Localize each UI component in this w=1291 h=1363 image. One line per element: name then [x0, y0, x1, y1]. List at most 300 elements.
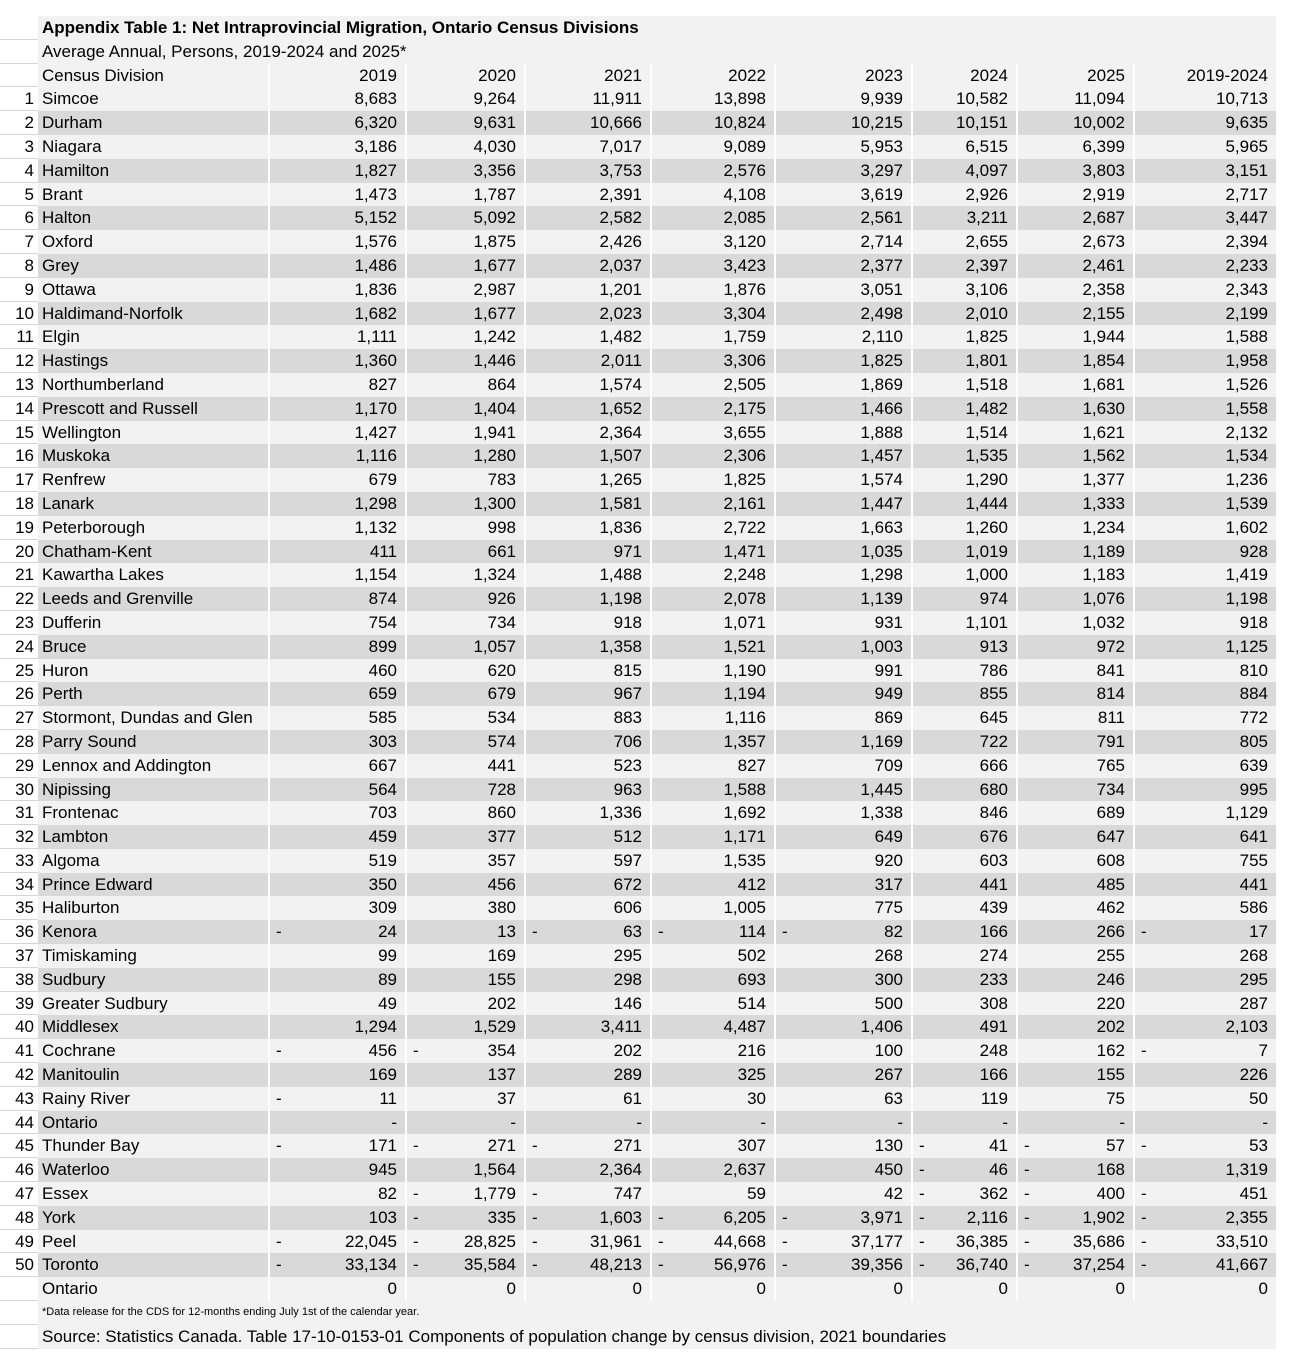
- value-cell-2019-2024: [1135, 563, 1276, 587]
- cell-value: 5,953: [860, 136, 903, 156]
- value-cell-2019-2024: [1135, 278, 1276, 302]
- value-cell-2020: [407, 1230, 526, 1254]
- value-cell-2023: [776, 1182, 913, 1206]
- cell-value: 9,631: [473, 113, 516, 133]
- value-cell-2022: [652, 1158, 776, 1182]
- cell-value: 491: [979, 1017, 1008, 1037]
- value-cell-2024: [913, 516, 1018, 540]
- value-cell-2020: [407, 754, 526, 778]
- header-2022: 2022: [652, 64, 776, 88]
- value-cell-2022: [652, 349, 776, 373]
- value-cell-2025: [1018, 849, 1135, 873]
- cell-value: 728: [487, 779, 516, 799]
- value-cell-2025: [1018, 587, 1135, 611]
- value-cell-2025: [1018, 896, 1135, 920]
- table-title: Appendix Table 1: Net Intraprovincial Migration, Ontario Census Divisions: [38, 16, 1276, 40]
- value-cell-2020: [407, 206, 526, 230]
- value-cell-2020: [407, 111, 526, 135]
- cell-value: 645: [979, 708, 1008, 728]
- cell-value: 1,941: [473, 422, 516, 442]
- cell-value: 883: [613, 708, 642, 728]
- value-cell-2022: [652, 1087, 776, 1111]
- census-division-name: Sudbury: [38, 968, 270, 992]
- cell-value: 1,189: [1082, 541, 1125, 561]
- cell-value: 22,045: [345, 1231, 397, 1251]
- cell-value: 874: [368, 589, 397, 609]
- value-cell-2019-2024: [1135, 944, 1276, 968]
- table-row: [0, 230, 1291, 254]
- cell-value: 57: [1106, 1136, 1125, 1156]
- value-cell-2022: [652, 1039, 776, 1063]
- cell-value: 1,574: [599, 374, 642, 394]
- cell-value: 971: [613, 541, 642, 561]
- cell-value: 1,406: [860, 1017, 903, 1037]
- negative-sign: -: [919, 1207, 925, 1227]
- table-row: [0, 778, 1291, 802]
- value-cell-2023: [776, 135, 913, 159]
- row-number: 46: [0, 1158, 38, 1182]
- value-cell-2020: [407, 183, 526, 207]
- value-cell-2019-2024: [1135, 1015, 1276, 1039]
- value-cell-2020: [407, 1039, 526, 1063]
- value-cell-2020: [407, 444, 526, 468]
- cell-value: 2,364: [599, 422, 642, 442]
- header-census-division: Census Division: [38, 64, 270, 88]
- cell-value: 13: [497, 922, 516, 942]
- cell-value: 439: [979, 898, 1008, 918]
- value-cell-2023: [776, 1039, 913, 1063]
- value-cell-2022: [652, 1134, 776, 1158]
- census-division-name: Cochrane: [38, 1039, 270, 1063]
- value-cell-2025: [1018, 349, 1135, 373]
- value-cell-2020: [407, 706, 526, 730]
- cell-value: 2,505: [723, 374, 766, 394]
- value-cell-2021: [526, 1158, 652, 1182]
- cell-value: 1,116: [724, 708, 766, 728]
- row-number: 13: [0, 373, 38, 397]
- cell-value: 37: [497, 1088, 516, 1108]
- cell-value: 274: [979, 946, 1008, 966]
- cell-value: 1,132: [354, 517, 397, 537]
- value-cell-2021: [526, 373, 652, 397]
- cell-value: 300: [874, 969, 903, 989]
- cell-value: 3,619: [860, 184, 903, 204]
- cell-value: 1,057: [473, 636, 516, 656]
- cell-value: 1,183: [1082, 565, 1125, 585]
- cell-value: 1,825: [860, 351, 903, 371]
- negative-sign: -: [919, 1255, 925, 1275]
- header-2019: 2019: [270, 64, 407, 88]
- value-cell-2022: [652, 730, 776, 754]
- cell-value: 1,298: [860, 565, 903, 585]
- value-cell-2025: [1018, 1277, 1135, 1301]
- cell-value: 1,129: [1225, 803, 1268, 823]
- value-cell-2022: [652, 444, 776, 468]
- value-cell-2020: [407, 896, 526, 920]
- cell-value: 146: [613, 993, 642, 1013]
- cell-value: 377: [487, 827, 516, 847]
- value-cell-2024: [913, 1134, 1018, 1158]
- cell-value: 1,154: [354, 565, 397, 585]
- cell-value: 1,298: [354, 493, 397, 513]
- value-cell-2022: [652, 1277, 776, 1301]
- value-cell-2020: [407, 682, 526, 706]
- value-cell-2019: [270, 944, 407, 968]
- cell-value: 456: [487, 874, 516, 894]
- value-cell-2020: [407, 397, 526, 421]
- cell-value: 676: [979, 827, 1008, 847]
- cell-value: 918: [613, 612, 642, 632]
- cell-value: 920: [874, 850, 903, 870]
- value-cell-2023: [776, 920, 913, 944]
- cell-value: 841: [1096, 660, 1125, 680]
- value-cell-2022: [652, 1015, 776, 1039]
- cell-value: 3,803: [1082, 160, 1125, 180]
- census-division-name: Leeds and Grenville: [38, 587, 270, 611]
- cell-value: 271: [487, 1136, 516, 1156]
- value-cell-2019: [270, 397, 407, 421]
- table-row: [0, 1087, 1291, 1111]
- cell-value: 3,411: [600, 1017, 642, 1037]
- cell-value: 9,635: [1225, 113, 1268, 133]
- table-row: [0, 206, 1291, 230]
- cell-value: 99: [378, 946, 397, 966]
- value-cell-2025: [1018, 254, 1135, 278]
- row-number: 24: [0, 635, 38, 659]
- cell-value: 202: [613, 1041, 642, 1061]
- cell-value: 1,190: [723, 660, 766, 680]
- cell-value: 89: [378, 969, 397, 989]
- census-division-name: York: [38, 1206, 270, 1230]
- cell-value: 3,971: [860, 1207, 903, 1227]
- cell-value: 7,017: [599, 136, 642, 156]
- value-cell-2024: [913, 1230, 1018, 1254]
- negative-sign: -: [532, 1207, 538, 1227]
- cell-value: 411: [369, 541, 397, 561]
- cell-value: 3,447: [1225, 208, 1268, 228]
- value-cell-2023: [776, 159, 913, 183]
- value-cell-2025: [1018, 278, 1135, 302]
- header-2020: 2020: [407, 64, 526, 88]
- cell-value: 49: [378, 993, 397, 1013]
- cell-value: 169: [368, 1065, 397, 1085]
- value-cell-2019: [270, 468, 407, 492]
- negative-sign: -: [1141, 1136, 1147, 1156]
- value-cell-2022: [652, 421, 776, 445]
- cell-value: 42: [884, 1184, 903, 1204]
- value-cell-2019-2024: [1135, 373, 1276, 397]
- value-cell-2023: [776, 254, 913, 278]
- value-cell-2019: [270, 206, 407, 230]
- cell-value: 2,306: [723, 446, 766, 466]
- value-cell-2023: [776, 896, 913, 920]
- value-cell-2020: [407, 1206, 526, 1230]
- cell-value: 33,134: [345, 1255, 397, 1275]
- value-cell-2019-2024: [1135, 516, 1276, 540]
- value-cell-2021: [526, 492, 652, 516]
- cell-value: 1,588: [1225, 327, 1268, 347]
- negative-sign: -: [782, 1207, 788, 1227]
- row-number: [0, 1301, 38, 1325]
- cell-value: 1,482: [965, 398, 1008, 418]
- negative-sign: -: [658, 922, 664, 942]
- negative-sign: -: [276, 1231, 282, 1251]
- negative-sign: -: [413, 1041, 419, 1061]
- value-cell-2020: [407, 1015, 526, 1039]
- table-row: [0, 825, 1291, 849]
- cell-value: 786: [979, 660, 1008, 680]
- table-row: [0, 992, 1291, 1016]
- value-cell-2023: [776, 825, 913, 849]
- census-division-name: Perth: [38, 682, 270, 706]
- value-cell-2022: [652, 540, 776, 564]
- row-number: 38: [0, 968, 38, 992]
- cell-value: 1,486: [354, 255, 397, 275]
- cell-value: 661: [487, 541, 516, 561]
- value-cell-2019: [270, 992, 407, 1016]
- value-cell-2020: [407, 325, 526, 349]
- cell-value: 7: [1258, 1041, 1268, 1061]
- value-cell-2024: [913, 325, 1018, 349]
- negative-sign: -: [1024, 1184, 1030, 1204]
- row-number: 43: [0, 1087, 38, 1111]
- value-cell-2019-2024: [1135, 135, 1276, 159]
- cell-value: 44,668: [714, 1231, 766, 1251]
- cell-value: 441: [487, 755, 516, 775]
- cell-value: 2,987: [473, 279, 516, 299]
- cell-value: 307: [737, 1136, 766, 1156]
- row-number: 30: [0, 778, 38, 802]
- value-cell-2019: [270, 183, 407, 207]
- cell-value: 1,116: [355, 446, 397, 466]
- value-cell-2021: [526, 1206, 652, 1230]
- census-division-name: Frontenac: [38, 801, 270, 825]
- value-cell-2023: [776, 1206, 913, 1230]
- cell-value: 357: [487, 850, 516, 870]
- census-division-name: Peel: [38, 1230, 270, 1254]
- cell-value: 35,686: [1073, 1231, 1125, 1251]
- row-number: 14: [0, 397, 38, 421]
- cell-value: 441: [979, 874, 1008, 894]
- cell-value: 63: [884, 1088, 903, 1108]
- cell-value: 53: [1249, 1136, 1268, 1156]
- cell-value: 998: [487, 517, 516, 537]
- negative-sign: -: [658, 1255, 664, 1275]
- cell-value: 10,666: [590, 113, 642, 133]
- value-cell-2019-2024: [1135, 206, 1276, 230]
- census-division-name: Waterloo: [38, 1158, 270, 1182]
- value-cell-2019-2024: [1135, 397, 1276, 421]
- cell-value: 689: [1096, 803, 1125, 823]
- negative-sign: -: [413, 1231, 419, 1251]
- cell-value: 17: [1249, 922, 1268, 942]
- cell-value: 846: [979, 803, 1008, 823]
- cell-value: 2,364: [599, 1160, 642, 1180]
- value-cell-2023: [776, 1230, 913, 1254]
- value-cell-2024: [913, 349, 1018, 373]
- value-cell-2021: [526, 278, 652, 302]
- cell-value: 1,677: [473, 255, 516, 275]
- cell-value: 354: [487, 1041, 516, 1061]
- cell-value: 1,447: [860, 493, 903, 513]
- value-cell-2024: [913, 754, 1018, 778]
- value-cell-2019-2024: [1135, 302, 1276, 326]
- census-division-name: Kenora: [38, 920, 270, 944]
- cell-value: 1,507: [599, 446, 642, 466]
- header-2021: 2021: [526, 64, 652, 88]
- cell-value: 1,360: [354, 351, 397, 371]
- row-number: 44: [0, 1111, 38, 1135]
- cell-value: 10,824: [714, 113, 766, 133]
- cell-value: 37,254: [1073, 1255, 1125, 1275]
- cell-value: 485: [1096, 874, 1125, 894]
- cell-value: 295: [613, 946, 642, 966]
- value-cell-2019: [270, 325, 407, 349]
- cell-value: 1,681: [1082, 374, 1125, 394]
- value-cell-2022: [652, 801, 776, 825]
- value-cell-2025: [1018, 682, 1135, 706]
- cell-value: 6,320: [354, 113, 397, 133]
- value-cell-2024: [913, 944, 1018, 968]
- value-cell-2024: [913, 849, 1018, 873]
- row-number: 35: [0, 896, 38, 920]
- source-row: [0, 1325, 1291, 1349]
- value-cell-2021: [526, 682, 652, 706]
- value-cell-2021: [526, 706, 652, 730]
- value-cell-2020: [407, 254, 526, 278]
- cell-value: 1,169: [860, 731, 903, 751]
- value-cell-2022: [652, 1182, 776, 1206]
- cell-value: 1,324: [473, 565, 516, 585]
- cell-value: 1,260: [965, 517, 1008, 537]
- cell-value: 913: [979, 636, 1008, 656]
- cell-value: 10,713: [1216, 89, 1268, 109]
- census-division-name: Lambton: [38, 825, 270, 849]
- value-cell-2025: [1018, 325, 1135, 349]
- row-number: [0, 1277, 38, 1301]
- census-division-name: Lennox and Addington: [38, 754, 270, 778]
- value-cell-2025: [1018, 159, 1135, 183]
- table-row: [0, 706, 1291, 730]
- value-cell-2022: [652, 1253, 776, 1277]
- value-cell-2023: [776, 801, 913, 825]
- table-row: [0, 111, 1291, 135]
- value-cell-2024: [913, 159, 1018, 183]
- row-number: 22: [0, 587, 38, 611]
- value-cell-2021: [526, 611, 652, 635]
- value-cell-2019: [270, 444, 407, 468]
- value-cell-2023: [776, 992, 913, 1016]
- value-cell-2023: [776, 611, 913, 635]
- cell-value: 811: [1097, 708, 1125, 728]
- cell-value: 574: [487, 731, 516, 751]
- value-cell-2023: [776, 1063, 913, 1087]
- cell-value: 967: [613, 684, 642, 704]
- cell-value: 13,898: [714, 89, 766, 109]
- value-cell-2025: [1018, 706, 1135, 730]
- cell-value: 4,030: [473, 136, 516, 156]
- cell-value: 162: [1096, 1041, 1125, 1061]
- value-cell-2019: [270, 492, 407, 516]
- cell-value: 2,687: [1082, 208, 1125, 228]
- row-number: 33: [0, 849, 38, 873]
- census-division-name: Prescott and Russell: [38, 397, 270, 421]
- cell-value: 1,564: [473, 1160, 516, 1180]
- negative-sign: -: [413, 1207, 419, 1227]
- value-cell-2022: [652, 682, 776, 706]
- row-number: [0, 16, 38, 40]
- cell-value: 100: [874, 1041, 903, 1061]
- value-cell-2019: [270, 682, 407, 706]
- census-division-name: Simcoe: [38, 87, 270, 111]
- cell-value: 362: [979, 1184, 1008, 1204]
- cell-value: 226: [1239, 1065, 1268, 1085]
- cell-value: 679: [487, 684, 516, 704]
- cell-value: 1,602: [1225, 517, 1268, 537]
- negative-sign: -: [1141, 1207, 1147, 1227]
- value-cell-2022: [652, 492, 776, 516]
- cell-value: 3,211: [966, 208, 1008, 228]
- cell-value: 2,717: [1225, 184, 1268, 204]
- cell-value: 1,581: [599, 493, 642, 513]
- cell-value: 5,965: [1225, 136, 1268, 156]
- value-cell-2024: [913, 1087, 1018, 1111]
- value-cell-2019: [270, 611, 407, 635]
- cell-value: 350: [368, 874, 397, 894]
- value-cell-2022: [652, 230, 776, 254]
- value-cell-2019: [270, 516, 407, 540]
- source-note: Source: Statistics Canada. Table 17-10-0153-01 Components of population change by census division, 2021 boundaries: [38, 1325, 1276, 1349]
- value-cell-2019: [270, 1063, 407, 1087]
- value-cell-2025: [1018, 801, 1135, 825]
- cell-value: 1,488: [599, 565, 642, 585]
- value-cell-2021: [526, 421, 652, 445]
- value-cell-2019-2024: [1135, 183, 1276, 207]
- value-cell-2023: [776, 397, 913, 421]
- census-division-name: Huron: [38, 659, 270, 683]
- value-cell-2024: [913, 1111, 1018, 1135]
- value-cell-2025: [1018, 563, 1135, 587]
- cell-value: 709: [874, 755, 903, 775]
- cell-value: 519: [368, 850, 397, 870]
- value-cell-2023: [776, 778, 913, 802]
- value-cell-2022: [652, 254, 776, 278]
- cell-value: 103: [368, 1207, 397, 1227]
- value-cell-2024: [913, 540, 1018, 564]
- cell-value: 2,175: [723, 398, 766, 418]
- table-row: [0, 730, 1291, 754]
- value-cell-2019: [270, 754, 407, 778]
- cell-value: 783: [487, 470, 516, 490]
- cell-value: 899: [368, 636, 397, 656]
- cell-value: 56,976: [714, 1255, 766, 1275]
- cell-value: 325: [737, 1065, 766, 1085]
- value-cell-2023: [776, 325, 913, 349]
- row-number: 47: [0, 1182, 38, 1206]
- value-cell-2022: [652, 968, 776, 992]
- negative-sign: -: [532, 922, 538, 942]
- value-cell-2022: [652, 706, 776, 730]
- cell-value: 1,003: [860, 636, 903, 656]
- value-cell-2021: [526, 1039, 652, 1063]
- cell-value: 2,498: [860, 303, 903, 323]
- value-cell-2024: [913, 968, 1018, 992]
- cell-value: 169: [487, 946, 516, 966]
- cell-value: 255: [1096, 946, 1125, 966]
- negative-sign: -: [658, 1231, 664, 1251]
- value-cell-2019: [270, 373, 407, 397]
- table-row: [0, 254, 1291, 278]
